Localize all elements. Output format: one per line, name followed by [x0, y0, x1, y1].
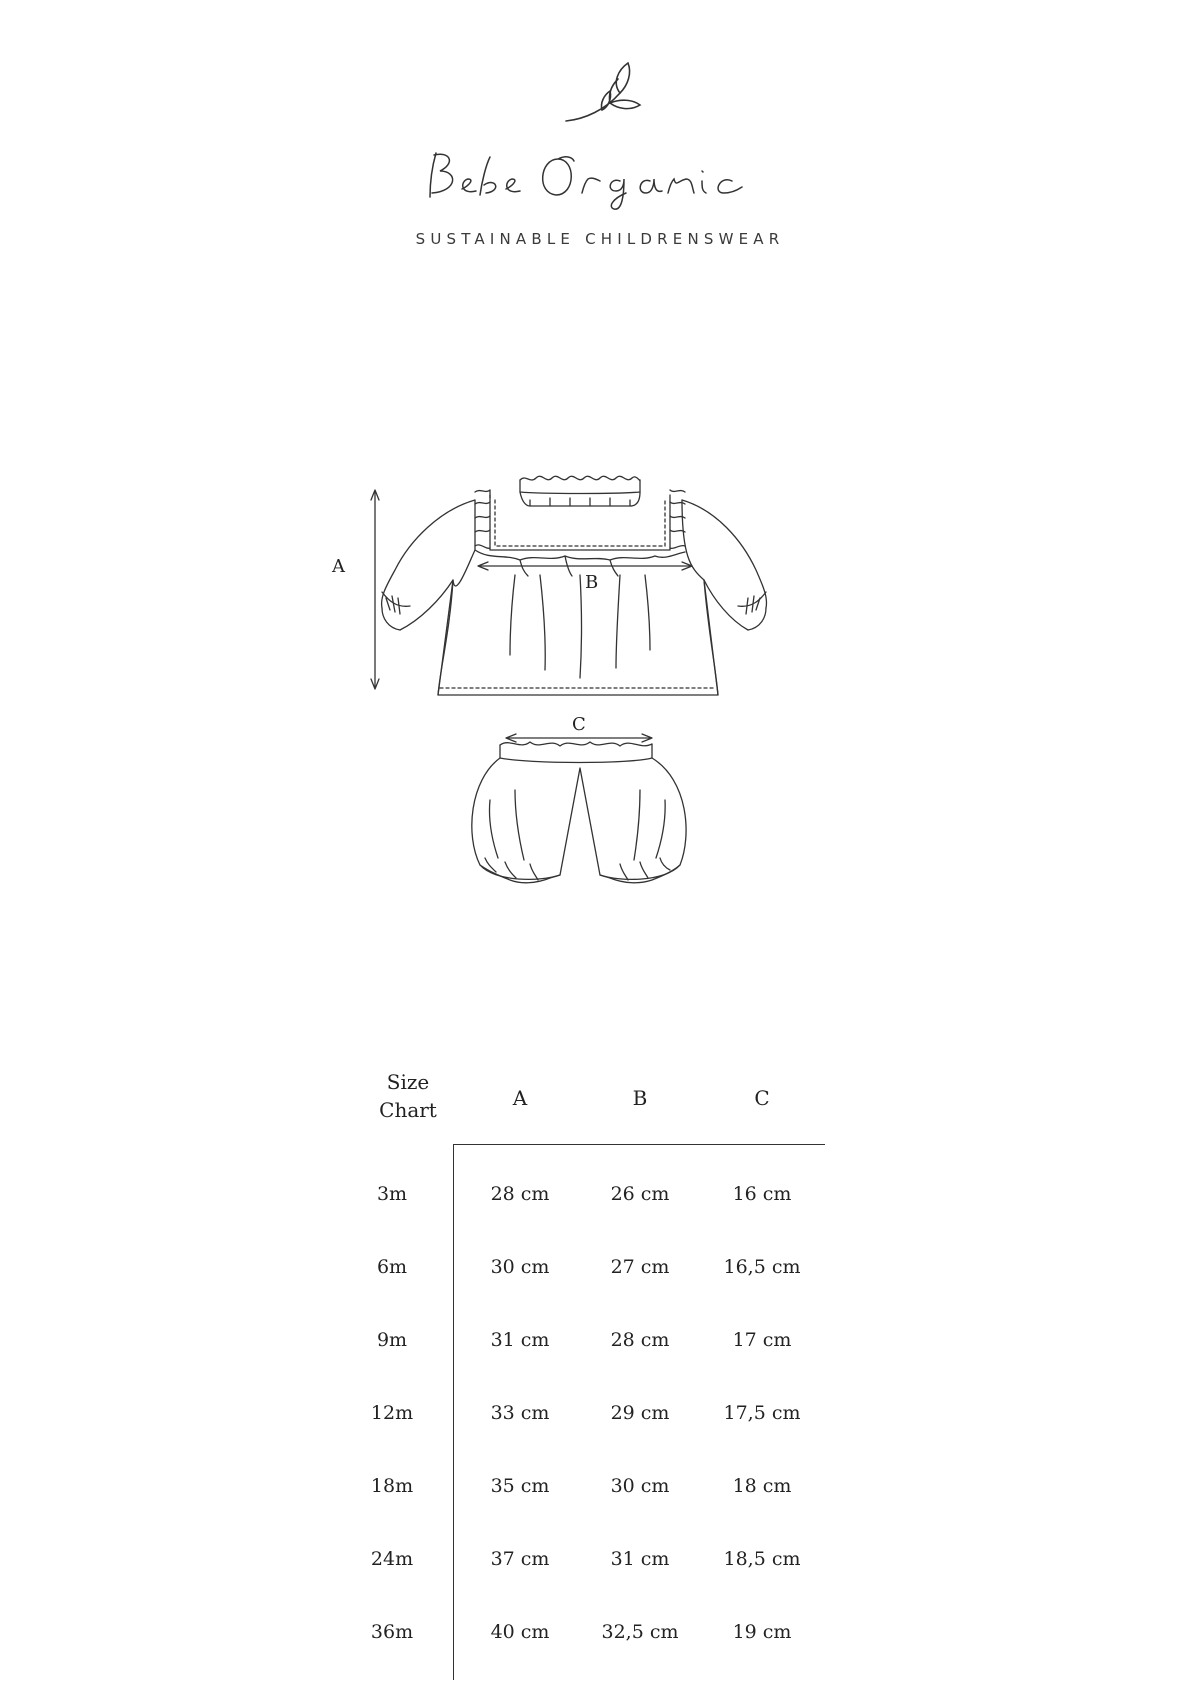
header-col-b: B — [632, 1086, 648, 1110]
table-cell-a: 30 cm — [490, 1256, 550, 1278]
table-cell-size: 3m — [376, 1183, 408, 1205]
table-cell-a: 33 cm — [490, 1402, 550, 1424]
dress-body — [438, 500, 718, 695]
right-sleeve — [682, 500, 767, 630]
table-cell-a: 37 cm — [490, 1548, 550, 1570]
bloomers — [472, 742, 686, 883]
dimension-b-arrow — [478, 562, 692, 570]
garment-diagram — [332, 480, 860, 960]
label-b: B — [585, 572, 599, 593]
ruffle-collar — [520, 476, 640, 506]
dimension-a-arrow — [371, 490, 379, 689]
table-cell-c: 17,5 cm — [723, 1402, 801, 1424]
table-cell-b: 27 cm — [610, 1256, 670, 1278]
table-cell-size: 18m — [370, 1475, 414, 1497]
table-cell-c: 18 cm — [732, 1475, 792, 1497]
table-cell-b: 26 cm — [610, 1183, 670, 1205]
header-size-line1: Size — [386, 1070, 430, 1094]
table-column-divider — [453, 1144, 454, 1680]
label-c: C — [572, 714, 586, 735]
bib-yoke — [475, 490, 685, 576]
table-cell-size: 12m — [370, 1402, 414, 1424]
table-cell-b: 29 cm — [610, 1402, 670, 1424]
label-a: A — [332, 556, 345, 577]
table-cell-c: 18,5 cm — [723, 1548, 801, 1570]
table-cell-b: 28 cm — [610, 1329, 670, 1351]
table-cell-b: 32,5 cm — [601, 1621, 679, 1643]
table-cell-b: 31 cm — [610, 1548, 670, 1570]
brand-wordmark — [410, 145, 790, 215]
dimension-c-arrow — [506, 734, 652, 742]
header-col-c: C — [754, 1086, 770, 1110]
table-cell-size: 6m — [376, 1256, 408, 1278]
leaf-sprig-icon — [560, 55, 650, 130]
table-cell-b: 30 cm — [610, 1475, 670, 1497]
table-cell-c: 17 cm — [732, 1329, 792, 1351]
table-cell-size: 36m — [370, 1621, 414, 1643]
table-cell-a: 28 cm — [490, 1183, 550, 1205]
brand-name — [0, 145, 1200, 215]
table-cell-size: 9m — [376, 1329, 408, 1351]
table-cell-c: 19 cm — [732, 1621, 792, 1643]
table-cell-a: 40 cm — [490, 1621, 550, 1643]
table-cell-c: 16 cm — [732, 1183, 792, 1205]
table-header-divider — [453, 1144, 825, 1145]
header-size-line2: Chart — [379, 1098, 437, 1122]
header-col-a: A — [512, 1086, 528, 1110]
table-cell-a: 31 cm — [490, 1329, 550, 1351]
brand-tagline: SUSTAINABLE CHILDRENSWEAR — [415, 230, 785, 248]
table-cell-a: 35 cm — [490, 1475, 550, 1497]
left-sleeve — [382, 500, 475, 630]
table-cell-size: 24m — [370, 1548, 414, 1570]
table-cell-c: 16,5 cm — [723, 1256, 801, 1278]
